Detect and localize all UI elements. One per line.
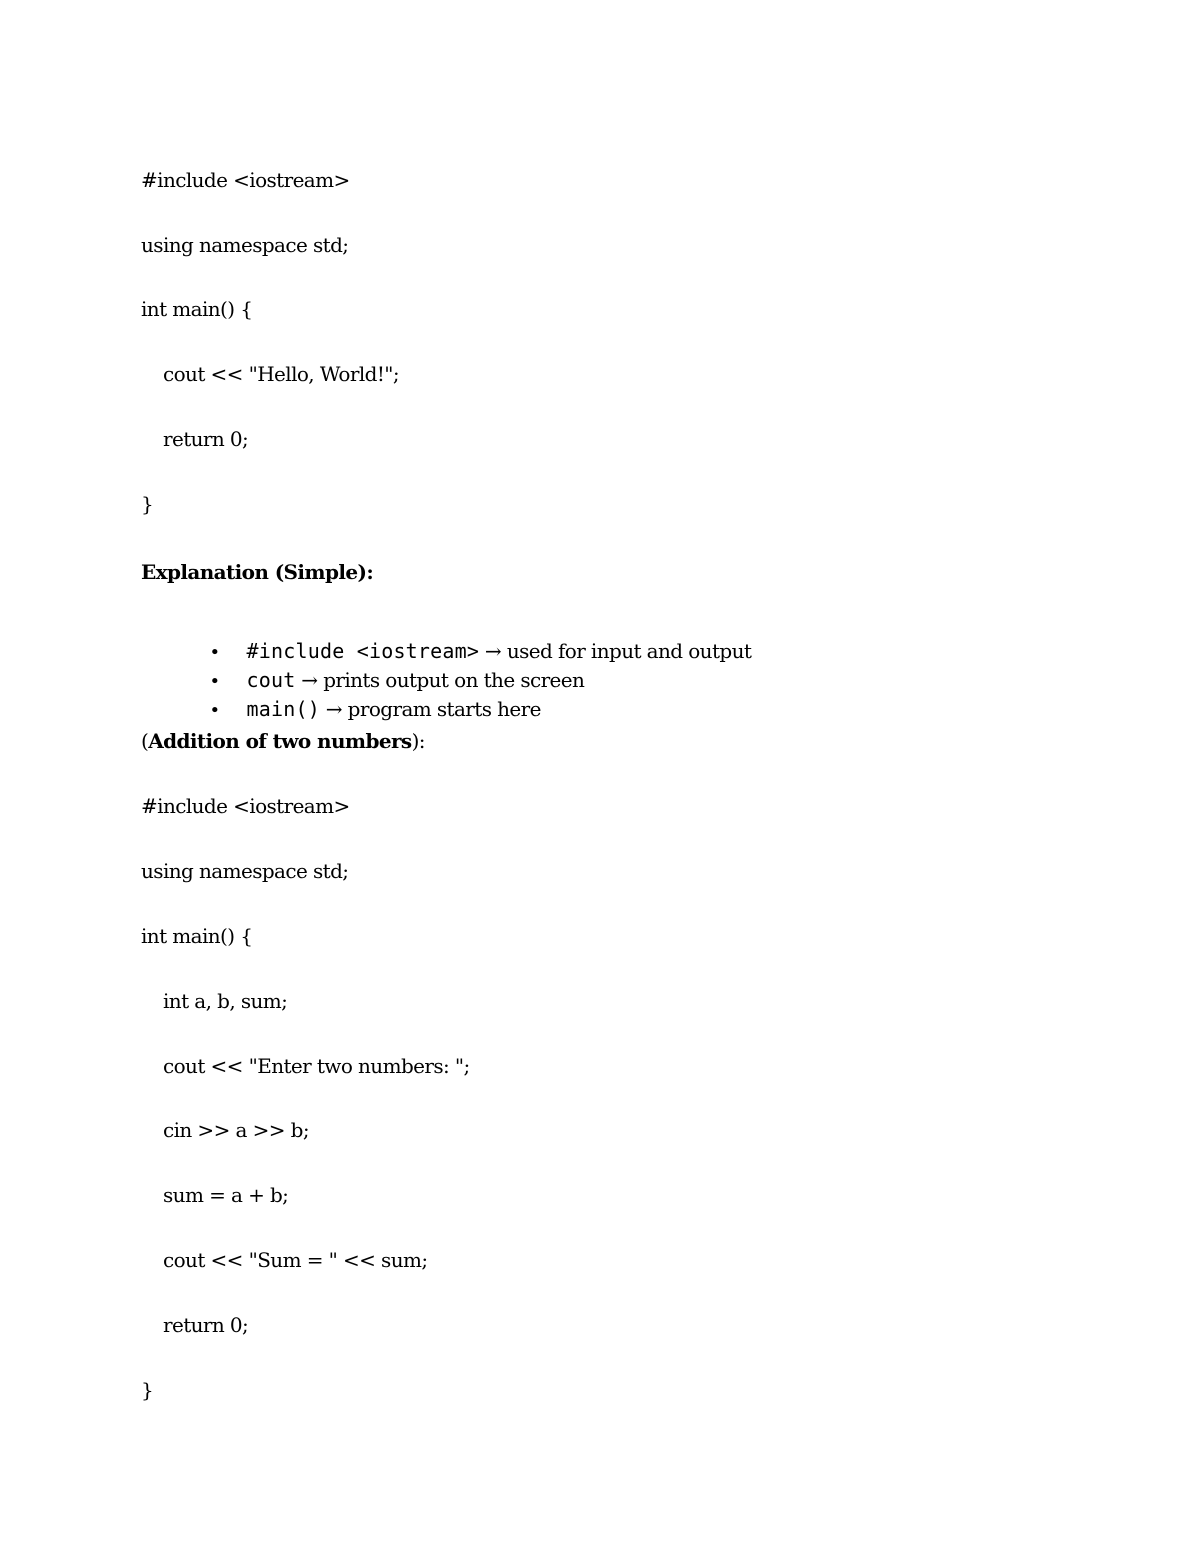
bullet-icon: •	[209, 671, 220, 692]
code-line-sum: sum = a + b;	[163, 1183, 289, 1207]
list-item-text: → program starts here	[320, 697, 541, 721]
code-line-declare: int a, b, sum;	[163, 989, 288, 1013]
list-item-text: → prints output on the screen	[295, 668, 585, 692]
bullet-icon: •	[209, 642, 220, 663]
explanation-heading: Explanation (Simple):	[141, 560, 374, 584]
list-item-text: → used for input and output	[479, 639, 752, 663]
addition-heading-bold: Addition of two numbers	[148, 729, 412, 753]
code-line-close-brace: }	[141, 492, 154, 516]
list-item-code: #include <iostream>	[246, 639, 480, 663]
code-line-namespace: using namespace std;	[141, 233, 349, 257]
list-item-code: main()	[246, 697, 320, 721]
addition-heading-close: ):	[411, 729, 425, 753]
code-line-include-2: #include <iostream>	[141, 794, 350, 818]
code-line-namespace-2: using namespace std;	[141, 859, 349, 883]
addition-heading-open: (	[141, 729, 149, 753]
code-line-prompt: cout << "Enter two numbers: ";	[163, 1054, 470, 1078]
code-line-main-2: int main() {	[141, 924, 253, 948]
code-line-cout-sum: cout << "Sum = " << sum;	[163, 1248, 428, 1272]
list-item-code: cout	[246, 668, 296, 692]
addition-heading	[141, 729, 425, 753]
code-line-main: int main() {	[141, 297, 253, 321]
code-line-cin: cin >> a >> b;	[163, 1118, 310, 1142]
code-line-close-brace-2: }	[141, 1378, 154, 1402]
code-line-return: return 0;	[163, 427, 249, 451]
code-line-cout: cout << "Hello, World!";	[163, 362, 399, 386]
code-line-include: #include <iostream>	[141, 168, 350, 192]
bullet-icon: •	[209, 700, 220, 721]
code-line-return-2: return 0;	[163, 1313, 249, 1337]
